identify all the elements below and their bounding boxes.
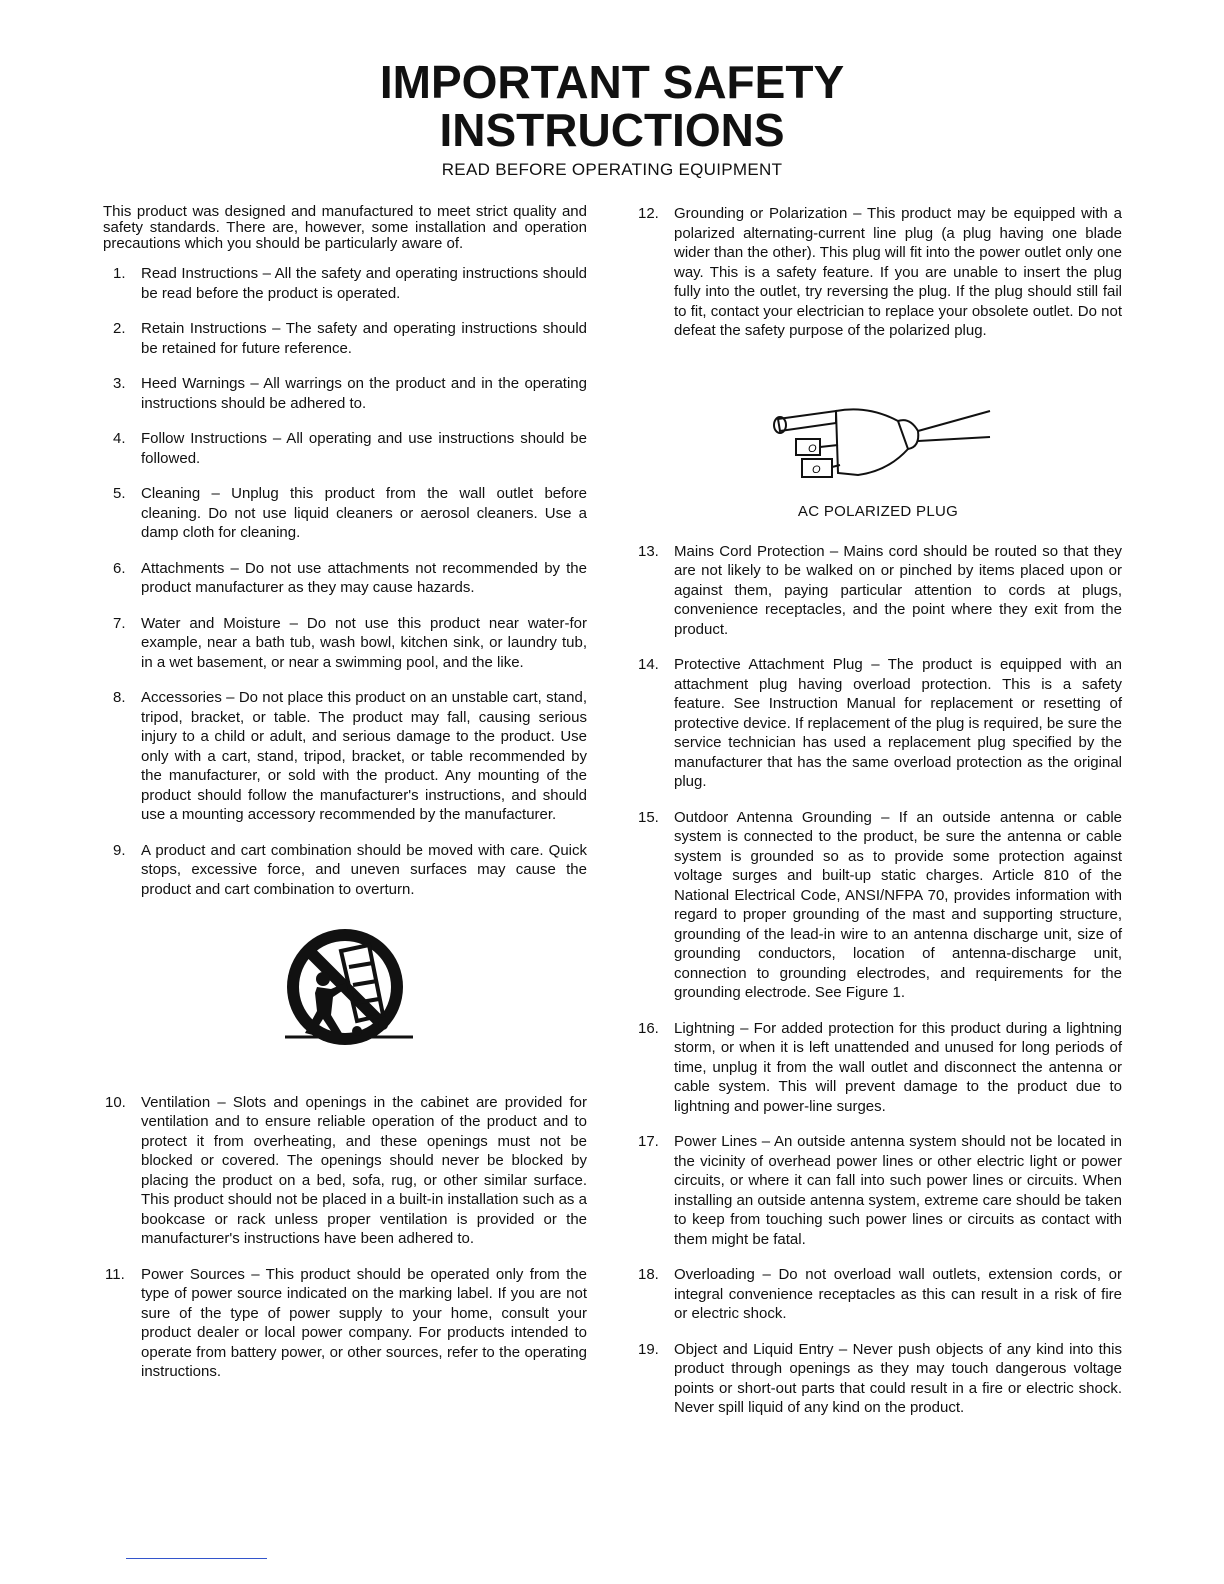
item-text: Outdoor Antenna Grounding – If an outside antenna or cable system is connected to the product, be sure the antenna or cable system is grounded so as to provide some protection against voltage surges and built-up static charges. Article 810 of the National Electrical Code, ANSI/NFPA 70, provides information with regard to proper grounding of the mast and supporting structure, grounding of the lead-in wire to an antenna discharge unit, size of grounding conductors, location of antenna-discharge unit, connection to grounding electrodes, and requirements for the grounding electrode. See Figure 1. xyxy=(674,808,1122,1001)
item-number: 7. xyxy=(113,614,126,632)
title-line-2: INSTRUCTIONS xyxy=(439,104,785,156)
item-text: Attachments – Do not use attachments not recommended by the product manufacturer as they may cause hazards. xyxy=(141,559,587,596)
item-number: 18. xyxy=(638,1266,659,1283)
svg-text:O: O xyxy=(812,463,821,476)
polarized-plug-icon xyxy=(758,401,998,491)
left-column xyxy=(103,204,587,1398)
instruction-item xyxy=(103,484,587,543)
intro-paragraph: This product was designed and manufactured to meet strict quality and safety standards. There are, however, some installation and operation precautions which you should be particularly aware of. xyxy=(103,203,587,252)
item-text: Retain Instructions – The safety and operating instructions should be retained for future reference. xyxy=(141,320,587,357)
instruction-item xyxy=(634,1265,1122,1324)
instruction-item xyxy=(634,808,1122,1003)
instruction-item xyxy=(634,204,1122,341)
cart-warning-figure xyxy=(103,923,587,1059)
item-text: Protective Attachment Plug – The product is equipped with an attachment plug having overload protection. This is a safety feature. See Instruction Manual for replacement or resetting of protective device. If replacement of the plug is required, be sure the service technician has used a replacement plug specified by the manufacturer that has the same overload protection as the original plug. xyxy=(674,656,1122,790)
item-number: 5. xyxy=(113,485,126,502)
item-text: Lightning – For added protection for this product during a lightning storm, or when it is left unattended and unused for long periods of time, unplug it from the wall outlet and disconnect the antenna or cable system. This will prevent damage to the product due to lightning and power-line surges. xyxy=(674,1019,1122,1115)
item-text: Water and Moisture – Do not use this product near water-for example, near a bath tub, wash bowl, kitchen sink, or laundry tub, in a wet basement, or near a swimming pool, and the like. xyxy=(141,614,587,671)
item-number: 2. xyxy=(113,320,126,337)
svg-text:O: O xyxy=(808,442,817,455)
plug-caption: AC POLARIZED PLUG xyxy=(797,503,959,520)
item-number: 13. xyxy=(638,542,659,560)
item-text: A product and cart combination should be moved with care. Quick stops, excessive force, and uneven surfaces may cause the product and cart combination to overturn. xyxy=(141,841,587,898)
item-number: 10. xyxy=(105,1093,126,1111)
item-text: Mains Cord Protection – Mains cord should be routed so that they are not likely to be walked on or pinched by items placed upon or against them, paying particular attention to cords at plugs, convenience receptacles, and the point where they exit from the product. xyxy=(674,542,1122,638)
instruction-item xyxy=(103,1265,587,1382)
item-text: Cleaning – Unplug this product from the wall outlet before cleaning. Do not use liquid cleaners or aerosol cleaners. Use a damp cloth for cleaning. xyxy=(141,485,587,541)
right-column xyxy=(634,204,1122,1434)
instruction-item xyxy=(103,688,587,825)
item-text: Follow Instructions – All operating and use instructions should be followed. xyxy=(141,430,587,467)
item-number: 4. xyxy=(113,430,126,447)
item-number: 9. xyxy=(113,841,126,859)
item-number: 12. xyxy=(638,205,659,222)
item-text: Overloading – Do not overload wall outlets, extension cords, or integral convenience receptacles as this can result in a risk of fire or electric shock. xyxy=(674,1266,1122,1322)
instruction-item xyxy=(103,429,587,468)
item-text: Power Sources – This product should be operated only from the type of power source indicated on the marking label. If you are not sure of the type of power supply to your home, consult your product dealer or local power company. For products intended to operate from battery power, or other sources, refer to the operating instructions. xyxy=(141,1265,587,1380)
instruction-item xyxy=(634,1132,1122,1249)
item-text: Read Instructions – All the safety and operating instructions should be read before the product is operated. xyxy=(141,265,587,302)
item-text: Ventilation – Slots and openings in the cabinet are provided for ventilation and to ensure reliable operation of the product and to protect it from overheating, and these openings must not be blocked or covered. The openings should never be blocked by placing the product on a bed, sofa, rug, or other similar surface. This product should not be placed in a built-in installation such as a bookcase or rack unless proper ventilation is provided or the manufacturer's instructions have been adhered to. xyxy=(141,1093,587,1247)
item-number: 17. xyxy=(638,1133,659,1150)
instruction-item xyxy=(103,841,587,900)
item-number: 16. xyxy=(638,1019,659,1037)
item-number: 11. xyxy=(105,1265,125,1283)
item-number: 15. xyxy=(638,808,659,826)
item-number: 19. xyxy=(638,1340,659,1358)
footer-rule xyxy=(126,1558,267,1559)
item-number: 1. xyxy=(113,265,126,282)
instruction-item xyxy=(103,614,587,673)
item-text: Power Lines – An outside antenna system should not be located in the vicinity of overhead power lines or other electric light or power circuits, or where it can fall into such power lines or circuits. When installing an outside antenna system, extreme care should be taken to keep from touching such power lines or circuits as contact with them might be fatal. xyxy=(674,1133,1122,1248)
title-line-1: IMPORTANT SAFETY xyxy=(379,56,845,108)
item-number: 14. xyxy=(638,656,659,673)
instruction-item xyxy=(634,1340,1122,1418)
item-text: Grounding or Polarization – This product may be equipped with a polarized alternating-current line plug (a plug having one blade wider than the other). This plug will fit into the power outlet only one way. This is a safety feature. If you are unable to insert the plug fully into the outlet, try reversing the plug. If the plug should still fail to fit, contact your electrician to replace your obsolete outlet. Do not defeat the safety purpose of the polarized plug. xyxy=(674,205,1122,339)
instruction-item xyxy=(103,374,587,413)
instruction-item xyxy=(103,264,587,303)
page-subtitle: READ BEFORE OPERATING EQUIPMENT xyxy=(441,160,783,179)
instruction-item xyxy=(103,319,587,358)
instruction-item xyxy=(634,542,1122,640)
instruction-item xyxy=(634,1019,1122,1117)
instruction-item xyxy=(103,1093,587,1249)
page-title xyxy=(0,58,1224,154)
item-text: Accessories – Do not place this product on an unstable cart, stand, tripod, bracket, or table. The product may fall, causing serious injury to a child or adult, and serious damage to the product. Use only with a cart, stand, tripod, bracket, or table recommended by the manufacturer, or sold with the product. Any mounting of the product should follow the manufacturer's instructions, and should use a mounting accessory recommended by the manufacturer. xyxy=(141,689,587,823)
item-text: Object and Liquid Entry – Never push objects of any kind into this product through openings as they may touch dangerous voltage points or short-out parts that could result in a fire or electric shock. Never spill liquid of any kind on the product. xyxy=(674,1340,1122,1416)
item-number: 6. xyxy=(113,559,126,577)
instruction-item xyxy=(103,559,587,598)
item-number: 8. xyxy=(113,689,126,706)
item-number: 3. xyxy=(113,375,126,392)
instruction-item xyxy=(634,655,1122,792)
plug-figure xyxy=(634,401,1122,497)
item-text: Heed Warnings – All warrings on the product and in the operating instructions should be adhered to. xyxy=(141,375,587,412)
cart-tip-over-icon xyxy=(265,923,425,1053)
